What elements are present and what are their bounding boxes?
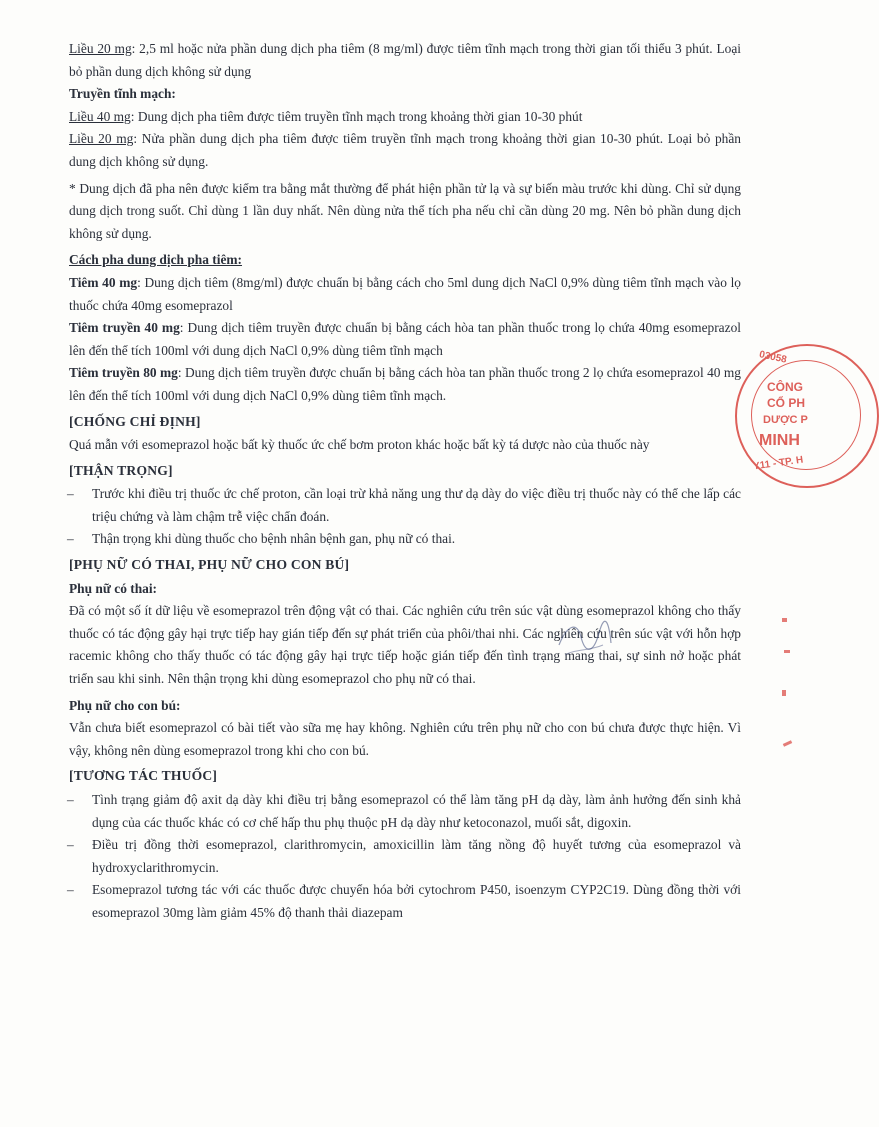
stamp-line: CÔNG	[767, 380, 803, 394]
stamp-line: DƯỢC P	[763, 414, 808, 426]
stamp-line: CỔ PH	[767, 396, 806, 410]
section-precautions: [THẬN TRỌNG]	[69, 462, 173, 478]
section-interactions: [TƯƠNG TÁC THUỐC]	[69, 768, 218, 784]
document-body	[69, 38, 741, 925]
ink-mark	[782, 690, 786, 696]
dose-text: : Nửa phần dung dịch pha tiêm được tiêm truyền tĩnh mạch trong khoảng thời gian 10-30 phút. Loại bỏ phần dung dịch không sử dụng.	[69, 131, 741, 169]
stamp-line: MINH	[759, 432, 800, 449]
ink-mark	[782, 618, 787, 622]
dose-text: : 2,5 ml hoặc nửa phần dung dịch pha tiêm (8 mg/ml) được tiêm tĩnh mạch trong thời gian tối thiểu 3 phút. Loại bỏ phần dung dịch không sử dụng	[69, 41, 741, 79]
company-stamp	[735, 344, 879, 488]
signature-mark	[555, 615, 615, 663]
dose-20mg-infusion	[69, 128, 741, 173]
dose-label: Liều 40 mg	[69, 108, 131, 124]
lactation-heading: Phụ nữ cho con bú:	[69, 697, 181, 713]
dose-20mg-injection	[69, 38, 741, 83]
pregnancy-text: Đã có một số ít dữ liệu về esomeprazol trên động vật có thai. Các nghiên cứu trên súc vật dùng esomeprazol không cho thấy thuốc có tác động gây hại trực tiếp hay gián tiếp đến sự phát triển của phôi/thai nhi. Các nghiên cứu trên súc vật với hỗn hợp racemic không cho thấy thuốc có tác động gây hại trực tiếp hoặc gián tiếp đến tình trạng mang thai, sự sinh nở hoặc phát triển sau khi sinh. Nên thận trọng khi dùng esomeprazol cho phụ nữ có thai.	[69, 603, 741, 687]
section-contraindications: [CHỐNG CHỈ ĐỊNH]	[69, 413, 201, 429]
prep-item	[69, 272, 741, 317]
ink-mark	[783, 740, 792, 747]
list-item: – Tình trạng giảm độ axit dạ dày khi điều trị bằng esomeprazol có thể làm tăng pH dạ dày, làm ảnh hưởng đến sinh khả dụng của các thuốc khác có cơ chế hấp thu phụ thuộc pH dạ dày như ketoconazol, muối sắt, digoxin.	[69, 789, 741, 834]
inspection-note: * Dung dịch đã pha nên được kiểm tra bằng mắt thường để phát hiện phần tử lạ và sự biến màu trước khi dùng. Chỉ sử dụng dung dịch trong suốt. Chỉ dùng 1 lần duy nhất. Nên dùng nửa thể tích pha nếu chỉ cần dùng 20 mg. Nên bỏ phần dung dịch không sử dụng.	[69, 180, 741, 241]
lactation-text: Vẫn chưa biết esomeprazol có bài tiết vào sữa mẹ hay không. Nghiên cứu trên phụ nữ cho con bú chưa được thực hiện. Vì vậy, không nên dùng esomeprazol trong khi cho con bú.	[69, 720, 741, 758]
dose-label: Liều 20 mg	[69, 41, 132, 56]
list-item: – Esomeprazol tương tác với các thuốc được chuyển hóa bởi cytochrom P450, isoenzym CYP2C19. Dùng đồng thời với esomeprazol 30mg làm giảm 45% độ thanh thải diazepam	[69, 879, 741, 924]
list-item: – Trước khi điều trị thuốc ức chế proton, cần loại trừ khả năng ung thư dạ dày do việc điều trị thuốc này có thể che lấp các triệu chứng và làm chậm trễ việc chẩn đoán.	[69, 483, 741, 528]
prep-text: : Dung dịch tiêm (8mg/ml) được chuẩn bị bằng cách cho 5ml dung dịch NaCl 0,9% dùng tiêm tĩnh mạch vào lọ thuốc chứa 40mg esomeprazol	[69, 274, 741, 313]
list-item: – Điều trị đồng thời esomeprazol, clarithromycin, amoxicillin làm tăng nồng độ huyết tương của esomeprazol và hydroxyclarithromycin.	[69, 834, 741, 879]
contraindications-text: Quá mẫn với esomeprazol hoặc bất kỳ thuốc ức chế bơm proton khác hoặc bất kỳ tá dược nào của thuốc này	[69, 437, 650, 453]
pregnancy-heading: Phụ nữ có thai:	[69, 580, 158, 596]
prep-item	[69, 317, 741, 362]
stamp-line: Y11 - TP. H	[752, 454, 804, 473]
stamp-number: 03058	[758, 349, 788, 366]
prep-label: Tiêm truyền 80 mg	[69, 365, 178, 381]
prep-text: : Dung dịch tiêm truyền được chuẩn bị bằng cách hòa tan phần thuốc trong 2 lọ chứa esomeprazol 40 mg lên đến thể tích 100ml với dung dịch NaCl 0,9% dùng tiêm tĩnh mạch.	[69, 365, 741, 403]
dose-40mg-infusion	[69, 106, 741, 129]
preparation-heading: Cách pha dung dịch pha tiêm:	[69, 252, 243, 268]
prep-item	[69, 362, 741, 407]
dose-text: : Dung dịch pha tiêm được tiêm truyền tĩnh mạch trong khoảng thời gian 10-30 phút	[130, 108, 583, 124]
prep-label: Tiêm 40 mg	[69, 274, 138, 290]
section-pregnancy-lactation: [PHỤ NỮ CÓ THAI, PHỤ NỮ CHO CON BÚ]	[69, 557, 350, 573]
prep-label: Tiêm truyền 40 mg	[69, 320, 180, 336]
ink-mark	[784, 650, 790, 653]
list-item: – Thận trọng khi dùng thuốc cho bệnh nhân bệnh gan, phụ nữ có thai.	[69, 528, 741, 551]
dose-label: Liều 20 mg	[69, 131, 134, 147]
prep-text: : Dung dịch tiêm truyền được chuẩn bị bằng cách hòa tan phần thuốc trong lọ chứa 40mg esomeprazol lên đến thể tích 100ml với dung dịch NaCl 0,9% dùng tiêm tĩnh mạch	[69, 320, 741, 358]
infusion-heading: Truyền tĩnh mạch:	[69, 86, 176, 102]
